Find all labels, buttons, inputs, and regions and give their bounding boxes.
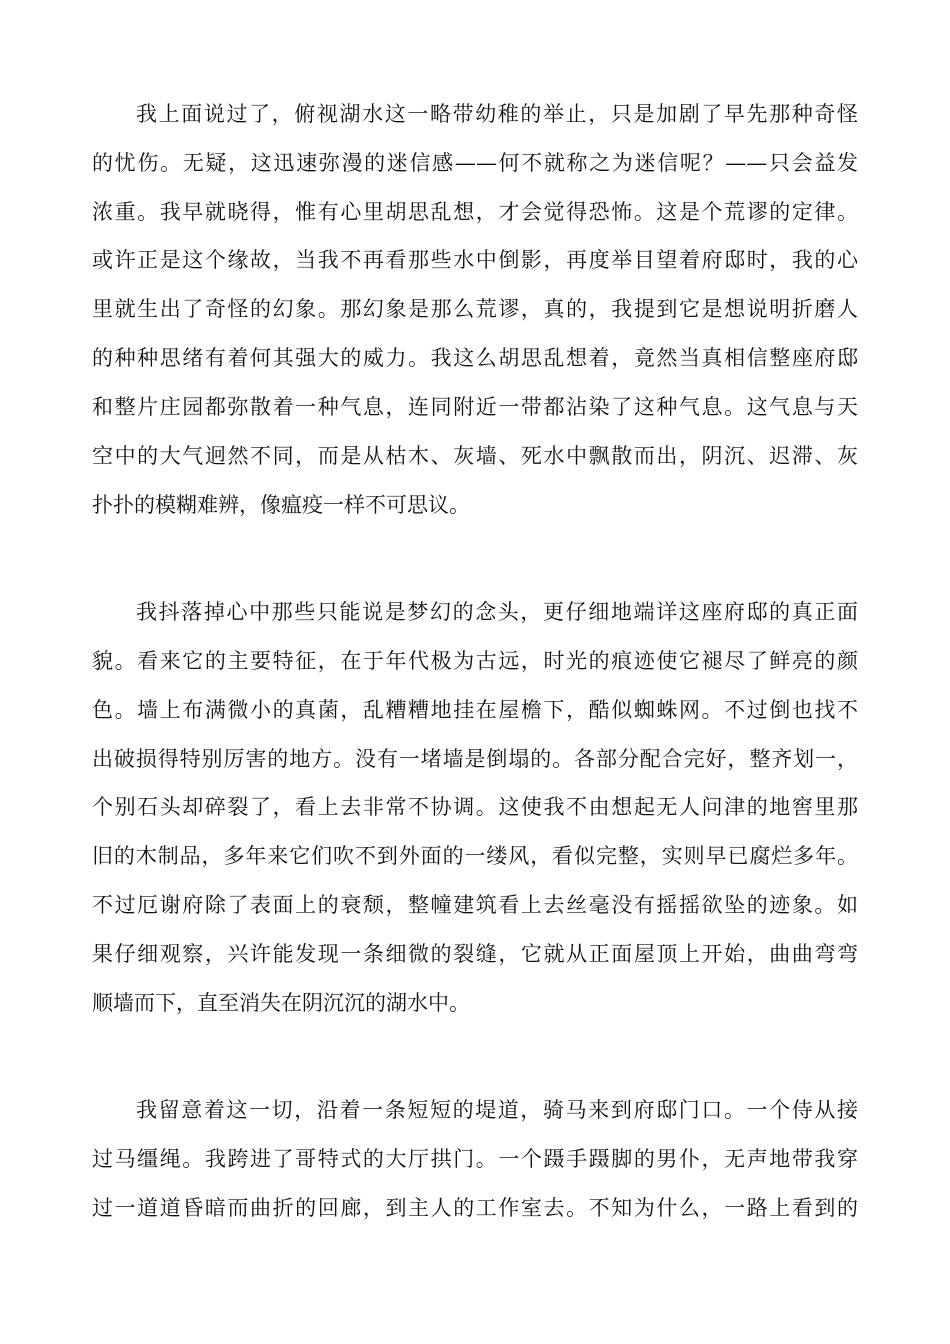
- text-line: 浓重。我早就晓得，惟有心里胡思乱想，才会觉得恐怖。这是个荒谬的定律。: [92, 200, 858, 224]
- text-line: 过马缰绳。我跨进了哥特式的大厅拱门。一个蹑手蹑脚的男仆，无声地带我穿: [92, 1147, 858, 1171]
- text-line: 我抖落掉心中那些只能说是梦幻的念头，更仔细地端详这座府邸的真正面: [136, 600, 858, 624]
- text-line: 不过厄谢府除了表面上的衰颓，整幢建筑看上去丝毫没有摇摇欲坠的迹象。如: [92, 893, 858, 917]
- text-line: 出破损得特别厉害的地方。没有一堵墙是倒塌的。各部分配合完好，整齐划一，: [92, 747, 858, 771]
- text-line: 我留意着这一切，沿着一条短短的堤道，骑马来到府邸门口。一个侍从接: [136, 1098, 858, 1122]
- text-line: 的种种思绪有着何其强大的威力。我这么胡思乱想着，竟然当真相信整座府邸: [92, 346, 858, 370]
- text-line: 旧的木制品，多年来它们吹不到外面的一缕风，看似完整，实则早已腐烂多年。: [92, 844, 858, 868]
- text-line: 个别石头却碎裂了，看上去非常不协调。这使我不由想起无人问津的地窖里那: [92, 795, 858, 819]
- text-line: 的忧伤。无疑，这迅速弥漫的迷信感——何不就称之为迷信呢？——只会益发: [92, 151, 858, 175]
- text-line: 或许正是这个缘故，当我不再看那些水中倒影，再度举目望着府邸时，我的心: [92, 248, 858, 272]
- text-line: 我上面说过了，俯视湖水这一略带幼稚的举止，只是加剧了早先那种奇怪: [136, 102, 858, 126]
- text-line: 果仔细观察，兴许能发现一条细微的裂缝，它就从正面屋顶上开始，曲曲弯弯: [92, 942, 858, 966]
- text-line: 顺墙而下，直至消失在阴沉沉的湖水中。: [92, 991, 470, 1015]
- text-line: 空中的大气迥然不同，而是从枯木、灰墙、死水中飘散而出，阴沉、迟滞、灰: [92, 444, 858, 468]
- text-line: 貌。看来它的主要特征，在于年代极为古远，时光的痕迹使它褪尽了鲜亮的颜: [92, 649, 858, 673]
- text-line: 和整片庄园都弥散着一种气息，连同附近一带都沾染了这种气息。这气息与天: [92, 395, 858, 419]
- text-line: 扑扑的模糊难辨，像瘟疫一样不可思议。: [92, 493, 470, 517]
- text-line: 色。墙上布满微小的真菌，乱糟糟地挂在屋檐下，酷似蜘蛛网。不过倒也找不: [92, 698, 858, 722]
- text-line: 过一道道昏暗而曲折的回廊，到主人的工作室去。不知为什么，一路上看到的: [92, 1196, 858, 1220]
- text-line: 里就生出了奇怪的幻象。那幻象是那么荒谬，真的，我提到它是想说明折磨人: [92, 297, 858, 321]
